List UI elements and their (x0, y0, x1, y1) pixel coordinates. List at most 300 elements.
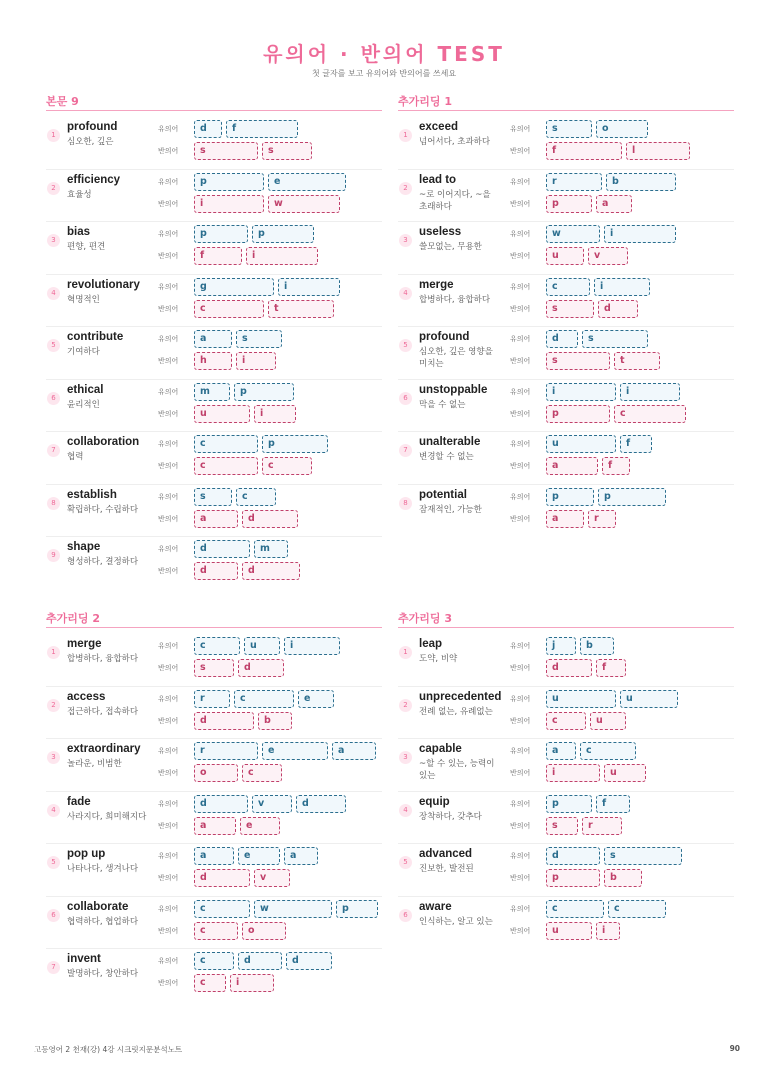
entry-meaning: 사라지다, 희미해지다 (67, 811, 147, 822)
antonym-row (510, 659, 630, 677)
synonym-row (510, 488, 670, 506)
antonym-answer-box[interactable]: i (254, 405, 296, 423)
synonym-answer-box[interactable]: a (332, 742, 376, 760)
entry-meaning: 합병하다, 융합하다 (419, 294, 491, 305)
synonym-answer-box[interactable]: a (284, 847, 318, 865)
entry-meaning: 윤리적인 (67, 399, 100, 410)
synonym-label: 유의어 (158, 747, 179, 755)
synonym-answer-box[interactable]: p (336, 900, 378, 918)
synonym-row (158, 330, 286, 348)
synonym-answer-box[interactable]: p (194, 173, 264, 191)
antonym-answer-box[interactable]: a (546, 457, 598, 475)
antonym-answer-box[interactable]: s (546, 300, 594, 318)
antonym-answer-box[interactable]: f (194, 247, 242, 265)
vocab-entry (398, 687, 734, 740)
antonym-label: 반의어 (158, 664, 179, 672)
antonym-answer-box[interactable]: u (590, 712, 626, 730)
entry-meaning: 편향, 편견 (67, 242, 106, 252)
synonym-row (158, 847, 322, 865)
antonym-label: 반의어 (510, 716, 531, 725)
antonym-answer-box[interactable]: f (602, 457, 630, 475)
vocab-entry (398, 485, 734, 538)
synonym-answer-box[interactable]: i (594, 278, 650, 296)
synonym-label: 유의어 (510, 904, 531, 913)
antonym-answer-box[interactable]: u (194, 405, 250, 423)
entry-number-badge: 9 (47, 549, 60, 562)
entry-meaning: 효율성 (67, 189, 92, 200)
antonym-label: 반의어 (158, 357, 179, 365)
antonym-row (158, 510, 302, 528)
entry-word: potential (419, 488, 467, 501)
synonym-row (510, 120, 652, 138)
synonym-answer-box[interactable]: j (546, 637, 576, 655)
synonym-answer-box[interactable]: u (546, 690, 616, 708)
antonym-label: 반의어 (158, 926, 179, 935)
antonym-label: 반의어 (158, 462, 179, 470)
antonym-answer-box[interactable]: u (604, 764, 646, 782)
entry-number-badge: 8 (399, 497, 412, 510)
antonym-answer-box[interactable]: d (194, 869, 250, 887)
synonym-answer-box[interactable]: d (546, 330, 578, 348)
antonym-row (158, 457, 316, 475)
synonym-answer-box[interactable]: c (608, 900, 666, 918)
entry-word: exceed (419, 121, 459, 133)
synonym-answer-box[interactable]: f (226, 120, 298, 138)
synonym-answer-box[interactable]: c (580, 742, 636, 760)
antonym-label: 반의어 (510, 769, 531, 777)
antonym-row (158, 352, 280, 370)
vocab-entry (398, 117, 734, 170)
entry-word: establish (67, 488, 117, 501)
antonym-answer-box[interactable]: f (596, 659, 626, 677)
vocab-entry (46, 222, 382, 275)
synonym-label: 유의어 (158, 125, 179, 133)
entry-number-badge: 3 (399, 751, 412, 764)
antonym-row (510, 712, 630, 730)
entry-meaning: 협력 (67, 452, 84, 462)
vocab-entry (398, 897, 734, 950)
entry-word: pop up (67, 848, 106, 860)
synonym-answer-box[interactable]: c (236, 488, 276, 506)
antonym-answer-box[interactable]: a (546, 510, 584, 528)
antonym-answer-box[interactable]: d (194, 562, 238, 580)
synonym-label: 유의어 (158, 545, 179, 553)
synonym-row (158, 173, 350, 191)
entry-word: extraordinary (67, 743, 141, 755)
synonym-label: 유의어 (510, 492, 531, 501)
synonym-row (158, 488, 280, 506)
antonym-answer-box[interactable]: i (236, 352, 276, 370)
antonym-answer-box[interactable]: t (268, 300, 334, 318)
entry-number-badge: 4 (47, 287, 60, 300)
synonym-answer-box[interactable]: c (194, 435, 258, 453)
entry-word: merge (67, 638, 102, 650)
section-title: 추가리딩 1 (398, 95, 452, 108)
vocab-entry (398, 275, 734, 328)
synonym-answer-box[interactable]: c (546, 278, 590, 296)
synonym-label: 유의어 (510, 335, 531, 343)
antonym-row (158, 659, 288, 677)
entry-meaning: 인식하는, 알고 있는 (419, 916, 493, 927)
antonym-label: 반의어 (510, 664, 531, 672)
synonym-label: 유의어 (510, 747, 531, 755)
synonym-row (510, 330, 652, 348)
synonym-answer-box[interactable]: e (298, 690, 334, 708)
synonym-answer-box[interactable]: i (284, 637, 340, 655)
synonym-label: 유의어 (158, 335, 179, 343)
synonym-answer-box[interactable]: c (194, 637, 240, 655)
vocab-entry (46, 275, 382, 328)
antonym-row (510, 142, 694, 160)
synonym-row (158, 637, 344, 655)
synonym-answer-box[interactable]: s (604, 847, 682, 865)
synonym-answer-box[interactable]: p (262, 435, 328, 453)
vocab-entry (398, 222, 734, 275)
antonym-label: 반의어 (510, 514, 531, 523)
antonym-answer-box[interactable]: o (194, 764, 238, 782)
antonym-answer-box[interactable]: d (242, 562, 300, 580)
antonym-answer-box[interactable]: f (546, 142, 622, 160)
antonym-row (158, 300, 338, 318)
antonym-row (510, 457, 634, 475)
antonym-row (158, 869, 294, 887)
antonym-label: 반의어 (158, 304, 179, 313)
vocab-entry (46, 170, 382, 223)
section-divider (398, 627, 734, 628)
entry-meaning: 장착하다, 갖추다 (419, 811, 482, 822)
entry-number-badge: 6 (47, 909, 60, 922)
synonym-answer-box[interactable]: p (598, 488, 666, 506)
vocab-entry (398, 844, 734, 897)
antonym-answer-box[interactable]: p (546, 405, 610, 423)
vocab-entry (46, 485, 382, 538)
antonym-label: 반의어 (158, 716, 179, 725)
page-subtitle: 첫 글자를 보고 유의어와 반의어를 쓰세요 (311, 69, 457, 78)
antonym-row (158, 562, 304, 580)
synonym-answer-box[interactable]: u (546, 435, 616, 453)
synonym-answer-box[interactable]: a (546, 742, 576, 760)
antonym-answer-box[interactable]: i (546, 764, 600, 782)
synonym-row (158, 795, 350, 813)
vocab-entry (398, 792, 734, 845)
antonym-answer-box[interactable]: s (194, 142, 258, 160)
entry-meaning: 전례 없는, 유례없는 (419, 706, 493, 717)
synonym-answer-box[interactable]: v (252, 795, 292, 813)
entry-word: unalterable (419, 436, 481, 448)
synonym-answer-box[interactable]: p (546, 795, 592, 813)
entry-word: collaborate (67, 900, 129, 913)
antonym-row (510, 922, 624, 940)
synonym-label: 유의어 (158, 492, 179, 501)
entry-meaning: 기여하다 (67, 347, 100, 357)
entry-meaning: 확립하다, 수립하다 (67, 504, 139, 515)
synonym-answer-box[interactable]: o (596, 120, 648, 138)
antonym-answer-box[interactable]: u (546, 922, 592, 940)
antonym-answer-box[interactable]: t (614, 352, 660, 370)
antonym-answer-box[interactable]: c (614, 405, 686, 423)
synonym-answer-box[interactable]: w (546, 225, 600, 243)
synonym-answer-box[interactable]: b (580, 637, 614, 655)
synonym-answer-box[interactable]: u (244, 637, 280, 655)
synonym-answer-box[interactable]: s (546, 120, 592, 138)
synonym-answer-box[interactable]: s (194, 488, 232, 506)
synonym-answer-box[interactable]: c (194, 952, 234, 970)
synonym-answer-box[interactable]: b (606, 173, 676, 191)
antonym-answer-box[interactable]: s (262, 142, 312, 160)
entry-number-badge: 5 (47, 339, 60, 352)
antonym-label: 반의어 (510, 409, 531, 418)
synonym-label: 유의어 (158, 694, 179, 703)
synonym-answer-box[interactable]: u (620, 690, 678, 708)
antonym-answer-box[interactable]: v (588, 247, 628, 265)
entry-meaning: 접근하다, 접속하다 (67, 706, 139, 717)
synonym-answer-box[interactable]: i (546, 383, 616, 401)
entry-word: revolutionary (67, 278, 140, 291)
antonym-answer-box[interactable]: i (596, 922, 620, 940)
page-footer: 고등영어 2 천재(강) 4강 시크릿지문분석노트 (34, 1045, 183, 1054)
synonym-answer-box[interactable]: f (596, 795, 630, 813)
synonym-row (510, 225, 680, 243)
antonym-label: 반의어 (510, 199, 531, 208)
section-main-9 (46, 94, 382, 590)
entry-meaning: 진보한, 발전된 (419, 864, 474, 874)
antonym-answer-box[interactable]: h (194, 352, 232, 370)
entry-word: invent (67, 953, 101, 965)
antonym-row (158, 974, 278, 992)
entry-number-badge: 8 (47, 497, 60, 510)
antonym-row (510, 869, 646, 887)
entry-meaning: 발명하다, 창안하다 (67, 969, 139, 979)
antonym-answer-box[interactable]: d (194, 712, 254, 730)
vocab-entry (398, 739, 734, 792)
vocab-entry (398, 327, 734, 380)
entry-word: merge (419, 278, 454, 291)
vocab-entry (46, 739, 382, 792)
synonym-row (510, 847, 686, 865)
antonym-answer-box[interactable]: c (194, 974, 226, 992)
synonym-answer-box[interactable]: p (234, 383, 294, 401)
synonym-answer-box[interactable]: w (254, 900, 332, 918)
entry-number-badge: 3 (399, 234, 412, 247)
section-title: 본문 9 (46, 95, 79, 108)
synonym-answer-box[interactable]: c (234, 690, 294, 708)
antonym-answer-box[interactable]: p (546, 869, 600, 887)
antonym-label: 반의어 (510, 874, 531, 882)
antonym-label: 반의어 (510, 357, 531, 365)
synonym-answer-box[interactable]: c (546, 900, 604, 918)
page-title: 유의어 · 반의어 TEST (263, 42, 505, 66)
vocab-entry (46, 432, 382, 485)
synonym-answer-box[interactable]: e (262, 742, 328, 760)
synonym-label: 유의어 (510, 642, 531, 650)
entry-word: unstoppable (419, 383, 488, 396)
antonym-answer-box[interactable]: a (596, 195, 632, 213)
entry-word: lead to (419, 173, 457, 186)
synonym-answer-box[interactable]: a (194, 847, 234, 865)
synonym-answer-box[interactable]: r (546, 173, 602, 191)
antonym-answer-box[interactable]: d (238, 659, 284, 677)
synonym-label: 유의어 (510, 799, 531, 808)
antonym-answer-box[interactable]: a (194, 510, 238, 528)
synonym-row (158, 742, 380, 760)
antonym-answer-box[interactable]: b (258, 712, 292, 730)
entry-meaning: 형성하다, 결정하다 (67, 557, 139, 567)
entry-meaning: 도약, 비약 (419, 654, 458, 664)
synonym-answer-box[interactable]: s (582, 330, 648, 348)
antonym-answer-box[interactable]: c (262, 457, 312, 475)
synonym-answer-box[interactable]: s (236, 330, 282, 348)
entry-number-badge: 7 (47, 961, 60, 974)
antonym-answer-box[interactable]: s (546, 352, 610, 370)
entry-meaning: ~할 수 있는, 능력이 있는 (419, 759, 495, 781)
synonym-answer-box[interactable]: e (268, 173, 346, 191)
entry-number-badge: 1 (399, 646, 412, 659)
vocab-entry (46, 792, 382, 845)
antonym-row (510, 405, 690, 423)
entry-number-badge: 4 (399, 804, 412, 817)
antonym-answer-box[interactable]: c (546, 712, 586, 730)
synonym-row (510, 435, 656, 453)
antonym-label: 반의어 (510, 926, 531, 935)
antonym-answer-box[interactable]: p (546, 195, 592, 213)
synonym-answer-box[interactable]: a (194, 330, 232, 348)
synonym-label: 유의어 (510, 440, 531, 448)
antonym-row (510, 764, 650, 782)
vocab-entry (46, 327, 382, 380)
synonym-label: 유의어 (158, 852, 179, 860)
antonym-answer-box[interactable]: b (604, 869, 642, 887)
vocab-entry (46, 687, 382, 740)
vocab-entry (46, 844, 382, 897)
entry-number-badge: 7 (47, 444, 60, 457)
antonym-answer-box[interactable]: r (588, 510, 616, 528)
antonym-answer-box[interactable]: l (626, 142, 690, 160)
synonym-answer-box[interactable]: p (252, 225, 314, 243)
synonym-answer-box[interactable]: g (194, 278, 274, 296)
synonym-answer-box[interactable]: p (546, 488, 594, 506)
antonym-answer-box[interactable]: c (194, 457, 258, 475)
vocab-entry (46, 537, 382, 590)
synonym-label: 유의어 (510, 852, 531, 860)
antonym-label: 반의어 (158, 874, 179, 882)
antonym-row (510, 247, 632, 265)
antonym-row (158, 195, 344, 213)
antonym-answer-box[interactable]: u (546, 247, 584, 265)
section-extra-reading-2 (46, 611, 382, 1002)
synonym-answer-box[interactable]: d (238, 952, 282, 970)
synonym-answer-box[interactable]: r (194, 742, 258, 760)
antonym-answer-box[interactable]: e (240, 817, 280, 835)
antonym-label: 반의어 (158, 252, 179, 260)
antonym-answer-box[interactable]: s (546, 817, 578, 835)
entry-word: efficiency (67, 173, 121, 186)
antonym-answer-box[interactable]: c (194, 922, 238, 940)
antonym-answer-box[interactable]: i (230, 974, 274, 992)
entry-number-badge: 6 (399, 909, 412, 922)
synonym-row (510, 900, 670, 918)
antonym-answer-box[interactable]: c (242, 764, 282, 782)
antonym-answer-box[interactable]: s (194, 659, 234, 677)
antonym-answer-box[interactable]: v (254, 869, 290, 887)
section-title: 추가리딩 2 (46, 612, 100, 625)
entry-number-badge: 2 (47, 182, 60, 195)
entry-word: capable (419, 743, 462, 755)
synonym-label: 유의어 (158, 957, 179, 965)
antonym-answer-box[interactable]: a (194, 817, 236, 835)
synonym-answer-box[interactable]: d (194, 540, 250, 558)
synonym-label: 유의어 (158, 230, 179, 238)
entry-meaning: 잠재적인, 가능한 (419, 504, 482, 515)
entry-word: leap (419, 638, 443, 650)
antonym-label: 반의어 (158, 821, 179, 830)
synonym-answer-box[interactable]: i (620, 383, 680, 401)
synonym-answer-box[interactable]: m (254, 540, 288, 558)
synonym-label: 유의어 (510, 694, 531, 703)
synonym-answer-box[interactable]: d (194, 795, 248, 813)
synonym-answer-box[interactable]: i (278, 278, 340, 296)
synonym-answer-box[interactable]: e (238, 847, 280, 865)
entry-meaning: 심오한, 깊은 (67, 137, 114, 147)
entry-number-badge: 5 (399, 856, 412, 869)
synonym-row (510, 690, 682, 708)
synonym-row (158, 225, 318, 243)
synonym-answer-box[interactable]: i (604, 225, 676, 243)
vocab-entry (46, 117, 382, 170)
antonym-answer-box[interactable]: i (246, 247, 318, 265)
antonym-row (158, 405, 300, 423)
antonym-answer-box[interactable]: o (242, 922, 286, 940)
antonym-row (510, 300, 642, 318)
entry-number-badge: 1 (47, 646, 60, 659)
entry-meaning: 변경할 수 없는 (419, 452, 474, 462)
antonym-label: 반의어 (158, 514, 179, 523)
antonym-answer-box[interactable]: d (546, 659, 592, 677)
synonym-answer-box[interactable]: r (194, 690, 230, 708)
synonym-answer-box[interactable]: d (296, 795, 346, 813)
synonym-label: 유의어 (158, 799, 179, 808)
synonym-row (158, 120, 302, 138)
entry-number-badge: 3 (47, 751, 60, 764)
entry-meaning: 합병하다, 융합하다 (67, 654, 139, 664)
synonym-answer-box[interactable]: m (194, 383, 230, 401)
synonym-label: 유의어 (158, 177, 179, 186)
synonym-answer-box[interactable]: f (620, 435, 652, 453)
entry-number-badge: 2 (399, 182, 412, 195)
entry-meaning: ~로 이어지다, ~을 초래하다 (419, 189, 491, 212)
antonym-answer-box[interactable]: i (194, 195, 264, 213)
antonym-label: 반의어 (158, 979, 179, 987)
section-title: 추가리딩 3 (398, 612, 452, 625)
entry-number-badge: 5 (47, 856, 60, 869)
antonym-label: 반의어 (510, 462, 531, 470)
synonym-label: 유의어 (510, 177, 531, 186)
synonym-row (158, 278, 344, 296)
antonym-answer-box[interactable]: c (194, 300, 264, 318)
antonym-answer-box[interactable]: r (582, 817, 622, 835)
antonym-answer-box[interactable]: d (242, 510, 298, 528)
synonym-answer-box[interactable]: c (194, 900, 250, 918)
synonym-label: 유의어 (510, 387, 531, 396)
antonym-answer-box[interactable]: w (268, 195, 340, 213)
synonym-row (158, 540, 292, 558)
synonym-answer-box[interactable]: d (194, 120, 222, 138)
synonym-answer-box[interactable]: d (286, 952, 332, 970)
synonym-answer-box[interactable]: d (546, 847, 600, 865)
antonym-label: 반의어 (158, 147, 179, 155)
antonym-row (158, 712, 296, 730)
antonym-answer-box[interactable]: d (598, 300, 638, 318)
synonym-answer-box[interactable]: p (194, 225, 248, 243)
